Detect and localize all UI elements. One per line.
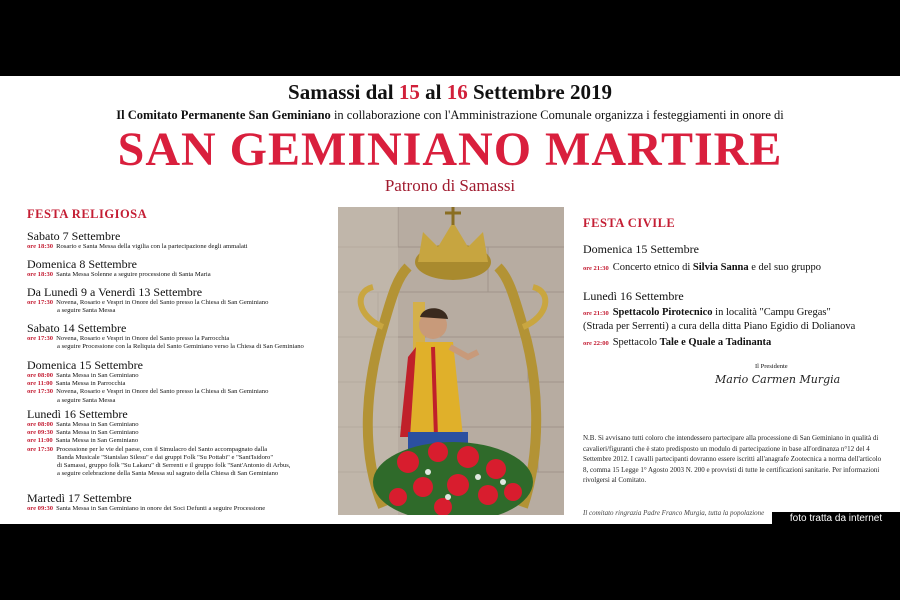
photo-credit: foto tratta da internet	[772, 512, 900, 526]
event-text: Novena, Rosario e Vespri in Onore del Santo presso la Parrocchia	[56, 335, 230, 342]
religiosa-event	[27, 299, 268, 315]
president-signature: Mario Carmen Murgia	[715, 373, 841, 386]
committee-text: in collaborazione con l'Amministrazione Comunale organizza i festeggiamenti in onore di	[330, 108, 784, 122]
festival-poster	[0, 76, 900, 524]
event-time: ore 17:30	[27, 335, 54, 342]
event-text: Santa Messa in San Geminiano	[56, 372, 139, 379]
event-artist: Silvia Sanna	[692, 262, 749, 273]
civile-event-3	[583, 336, 771, 350]
religiosa-day: Martedì 17 Settembre	[27, 491, 132, 505]
date-line	[0, 80, 900, 105]
event-text-line2: (Strada per Serrenti) a cura della ditta Piano Egidio di Dolianova	[583, 321, 856, 332]
religiosa-day: Sabato 7 Settembre	[27, 229, 121, 243]
religiosa-day: Domenica 8 Settembre	[27, 257, 137, 271]
event-text-continued: a seguire Santa Messa	[57, 396, 116, 404]
event-text: Processione per le vie del paese, con il Simulacro del Santo accompagnato dalla	[56, 445, 268, 453]
religiosa-event	[27, 372, 139, 380]
thanks-note: Il comitato ringrazia Padre Franco Murgia, tutta la popolazione	[583, 509, 765, 517]
religiosa-event	[27, 335, 304, 351]
event-text-continued: Banda Musicale "Stanislao Silesu" e dai gruppi Folk "Su Pottabi" e "Sant'Isidoro"	[57, 453, 274, 461]
event-time: ore 18:30	[27, 243, 54, 250]
religiosa-event	[27, 271, 211, 279]
page-title: SAN GEMINIANO MARTIRE	[117, 123, 783, 176]
religiosa-event	[27, 429, 139, 437]
event-time: ore 21:30	[583, 310, 609, 317]
religiosa-day: Da Lunedì 9 a Venerdì 13 Settembre	[27, 285, 203, 299]
event-text: Santa Messa in San Geminiano in onore dei Soci Defunti a seguire Processione	[56, 505, 266, 512]
saint-statue-photo	[338, 207, 564, 515]
event-title: Spettacolo Pirotecnico	[612, 307, 713, 318]
religiosa-event	[27, 446, 290, 479]
event-text-continued: a seguire Santa Messa	[57, 307, 116, 315]
event-text: Santa Messa in San Geminiano	[56, 429, 139, 437]
event-text: Spettacolo	[612, 337, 660, 348]
event-time: ore 08:00	[27, 421, 54, 428]
event-time: ore 18:30	[27, 271, 54, 278]
event-text-continued: a seguire celebrazione della Santa Messa sul sagrato della Chiesa di San Geminiano	[57, 470, 279, 478]
event-text-end: e del suo gruppo	[748, 262, 821, 273]
event-text: Novena, Rosario e Vespri in Onore del Santo presso la Chiesa di San Geminiano	[56, 299, 269, 306]
event-time: ore 08:00	[27, 372, 54, 379]
date-from: 15	[398, 80, 420, 104]
religiosa-title: FESTA RELIGIOSA	[27, 207, 148, 221]
event-text: Santa Messa in Parrocchia	[55, 380, 126, 388]
date-to: 16	[446, 80, 468, 104]
civile-day-1: Domenica 15 Settembre	[583, 242, 699, 256]
civile-event-2	[583, 306, 855, 333]
civile-event-1	[583, 261, 821, 275]
event-text: in località "Campu Gregas"	[712, 307, 831, 318]
event-text: Concerto etnico di	[612, 262, 693, 273]
religiosa-event	[27, 437, 138, 445]
event-time: ore 17:30	[27, 388, 54, 396]
event-title: Tale e Quale a Tadinanta	[659, 337, 772, 348]
date-post: Settembre 2019	[467, 80, 612, 104]
event-text: Novena, Rosario e Vespri in Onore del Santo presso la Chiesa di San Geminiano	[56, 388, 269, 396]
event-time: ore 22:00	[583, 340, 609, 347]
committee-name: Il Comitato Permanente San Geminiano	[116, 108, 331, 122]
event-text-continued: a seguire Processione con la Reliquia del Santo Geminiano verso la Chiesa di San Geminiano	[57, 343, 304, 351]
religiosa-day: Lunedì 16 Settembre	[27, 407, 128, 421]
civile-day-2: Lunedì 16 Settembre	[583, 289, 684, 303]
president-label: Il Presidente	[755, 363, 788, 370]
event-time: ore 11:00	[27, 380, 53, 388]
event-text: Santa Messa in San Geminiano	[56, 421, 139, 428]
event-text: Santa Messa Solenne a seguire processione di Santa Maria	[56, 271, 211, 278]
event-time: ore 09:30	[27, 505, 54, 512]
committee-line	[0, 108, 900, 123]
event-time: ore 17:30	[27, 299, 54, 306]
religiosa-event	[27, 421, 139, 429]
religiosa-day: Sabato 14 Settembre	[27, 321, 127, 335]
event-text: Rosario e Santa Messa della vigilia con la partecipazione degli ammalati	[56, 243, 248, 250]
event-time: ore 11:00	[27, 437, 53, 445]
statue-image	[338, 207, 564, 515]
event-text-continued: di Samassi, gruppo folk "Su Lakaru" di Serrenti e il gruppo folk "Sant'Antonio di Arbus,	[57, 462, 291, 469]
nota-bene: N.B. Si avvisano tutti coloro che intendessero partecipare alla processione di San Geminiano in qualità di cavalieri/figuranti che è stato predisposto un modulo di partecipazione in base all'ordinanza n°12 del 4 Settembre 2012. I cavalli partecipanti dovranno essere iscritti all'anagrafe Zootecnica a norma dell'articolo 8, comma 15 Legge 1° Agosto 2003 N. 200 e provvisti di tutte le certificazioni sanitarie. Per informazioni rivolgersi al Comitato.	[583, 434, 882, 484]
event-time: ore 17:30	[27, 445, 54, 453]
event-time: ore 21:30	[583, 265, 609, 272]
religiosa-event	[27, 388, 268, 404]
event-time: ore 09:30	[27, 429, 54, 437]
religiosa-day: Domenica 15 Settembre	[27, 358, 143, 372]
event-text: Santa Messa in San Geminiano	[55, 437, 139, 445]
religiosa-event	[27, 380, 125, 388]
date-text: Samassi dal	[288, 80, 399, 104]
religiosa-event	[27, 243, 248, 251]
civile-title: FESTA CIVILE	[583, 216, 676, 230]
date-mid: al	[419, 80, 447, 104]
page-subtitle: Patrono di Samassi	[384, 176, 516, 195]
religiosa-event	[27, 505, 265, 513]
